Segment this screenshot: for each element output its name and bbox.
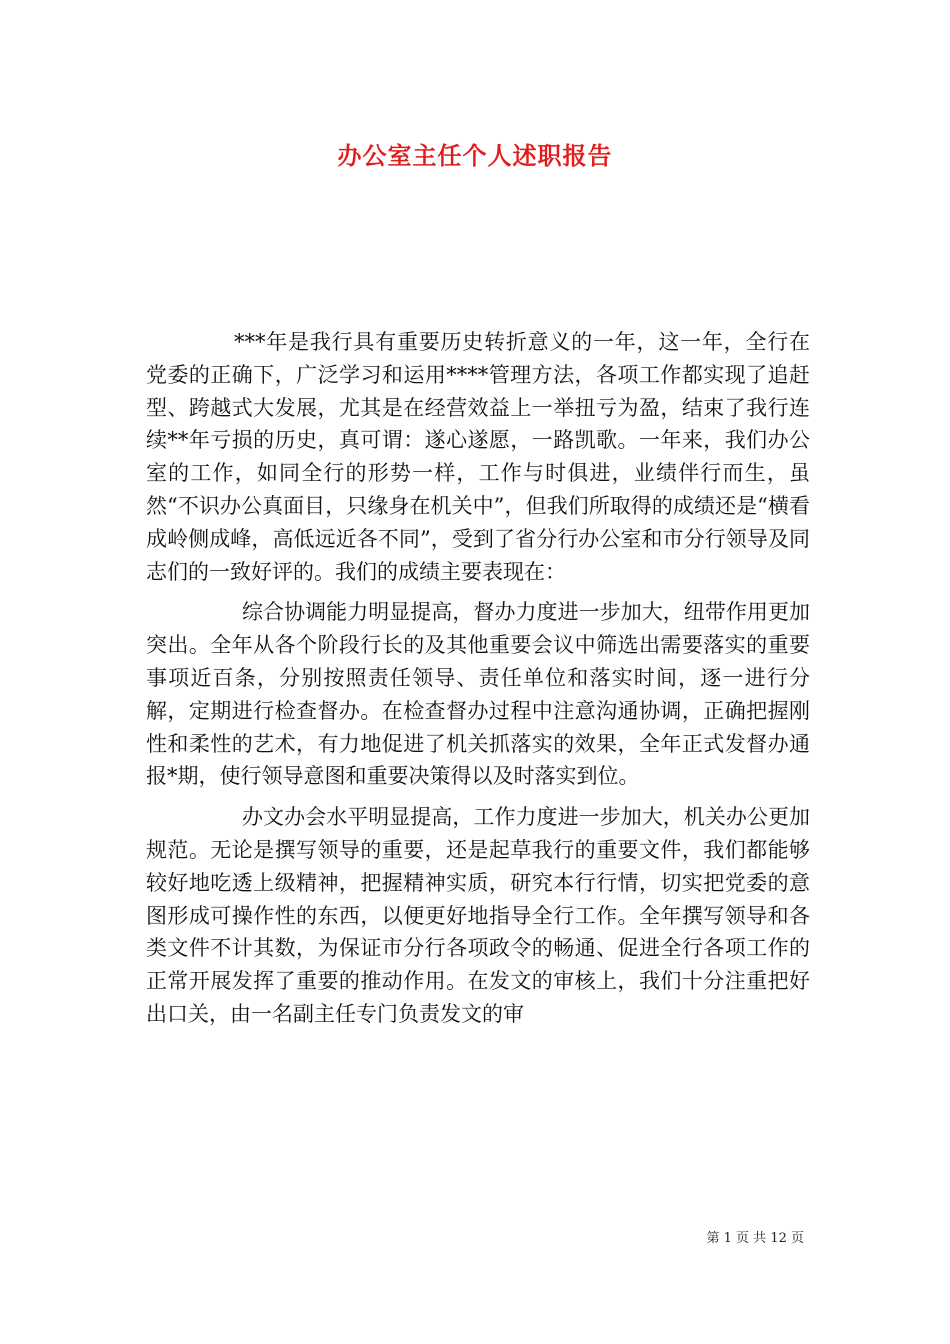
page-number-footer: 第 1 页 共 12 页 <box>706 1231 804 1246</box>
body-paragraph-intro: ***年是我行具有重要历史转折意义的一年，这一年，全行在党委的正确下，广泛学习和运用****管理方法，各项工作都实现了追赶型、跨越式大发展，尤其是在经营效益上一举扭亏为盈，结束了我行连续**年亏损的历史，真可谓：遂心遂愿，一路凯歌。一年来，我们办公室的工作，如同全行的形势一样，工作与时俱进，业绩伴行而生，虽然“不识办公真面目，只缘身在机关中”，但我们所取得的成绩还是“横看成岭侧成峰，高低远近各不同”，受到了省分行办公室和市分行领导及同志们的一致好评的。我们的成绩主要表现在： <box>146 330 810 584</box>
document-body <box>146 326 810 1039</box>
body-paragraph-documents: 办文办会水平明显提高，工作力度进一步加大，机关办公更加规范。无论是撰写领导的重要，还是起草我行的重要文件，我们都能够较好地吃透上级精神，把握精神实质，研究本行行情，切实把党委的意图形成可操作性的东西，以便更好地指导全行工作。全年撰写领导和各类文件不计其数，为保证市分行各项政令的畅通、促进全行各项工作的正常开展发挥了重要的推动作用。在发文的审核上，我们十分注重把好出口关，由一名副主任专门负责发文的审 <box>146 805 810 1026</box>
document-title: 办公室主任个人述职报告 <box>337 141 613 170</box>
body-paragraph-coordination: 综合协调能力明显提高，督办力度进一步加大，纽带作用更加突出。全年从各个阶段行长的及其他重要会议中筛选出需要落实的重要事项近百条，分别按照责任领导、责任单位和落实时间，逐一进行分解，定期进行检查督办。在检查督办过程中注意沟通协调，正确把握刚性和柔性的艺术，有力地促进了机关抓落实的效果，全年正式发督办通报*期，使行领导意图和重要决策得以及时落实到位。 <box>146 600 810 789</box>
